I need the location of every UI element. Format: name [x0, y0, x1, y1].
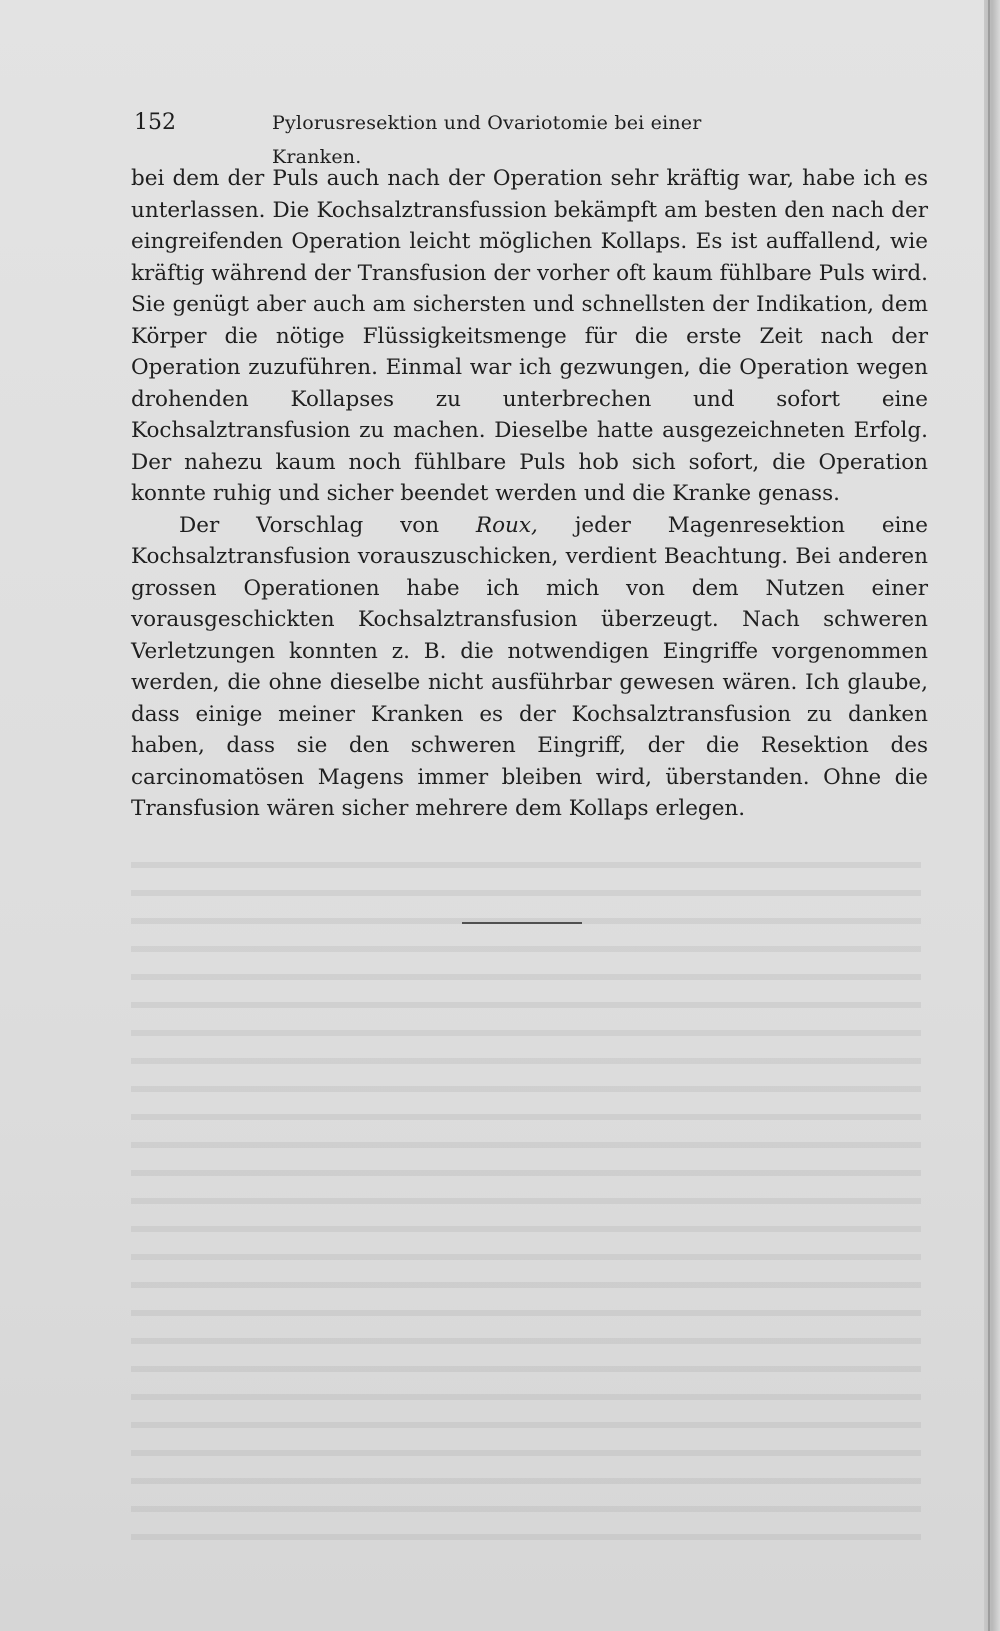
paragraph-2-rest: jeder Magenresektion eine Kochsalztransfusion vorauszuschicken, verdient Beachtung. Bei anderen grossen Operationen habe ich mich von dem Nutzen einer vorausgeschickten Kochsalztransfusion überzeugt. Nach schweren Verletzungen konnten z. B. die notwendigen Eingriffe vorgenommen werden, die ohne dieselbe nicht ausführbar gewesen wären. Ich glaube, dass einige meiner Kranken es der Kochsalztransfusion zu danken haben, dass sie den schweren Eingriff, der die Resektion des carcinomatösen Magens immer bleiben wird, überstanden. Ohne die Transfusion wären sicher mehrere dem Kollaps erlegen.	[131, 512, 928, 821]
paragraph-2-start: Der Vorschlag von	[179, 512, 476, 538]
page-edge	[984, 0, 1000, 1631]
paragraph-2	[131, 510, 928, 825]
running-head: Pylorusresektion und Ovariotomie bei einer Kranken.	[272, 112, 702, 168]
page-number: 152	[134, 110, 176, 135]
section-rule	[462, 922, 582, 924]
paragraph-1: bei dem der Puls auch nach der Operation sehr kräftig war, habe ich es unterlassen. Die Kochsalztransfussion bekämpft am besten den nach der eingreifenden Operation leicht möglichen Kollaps. Es ist auffallend, wie kräftig während der Transfusion der vorher oft kaum fühlbare Puls wird. Sie genügt aber auch am sichersten und schnellsten der Indikation, dem Körper die nötige Flüssigkeitsmenge für die erste Zeit nach der Operation zuzuführen. Einmal war ich gezwungen, die Operation wegen drohenden Kollapses zu unterbrechen und sofort eine Kochsalztransfusion zu machen. Dieselbe hatte ausgezeichneten Erfolg. Der nahezu kaum noch fühlbare Puls hob sich sofort, die Operation konnte ruhig und sicher beendet werden und die Kranke genass.	[131, 166, 928, 506]
page-edge-line	[988, 0, 990, 1631]
show-through-text	[131, 840, 921, 1540]
author-name-roux: Roux,	[475, 512, 538, 538]
body-text	[131, 163, 928, 825]
page-header	[134, 106, 788, 168]
